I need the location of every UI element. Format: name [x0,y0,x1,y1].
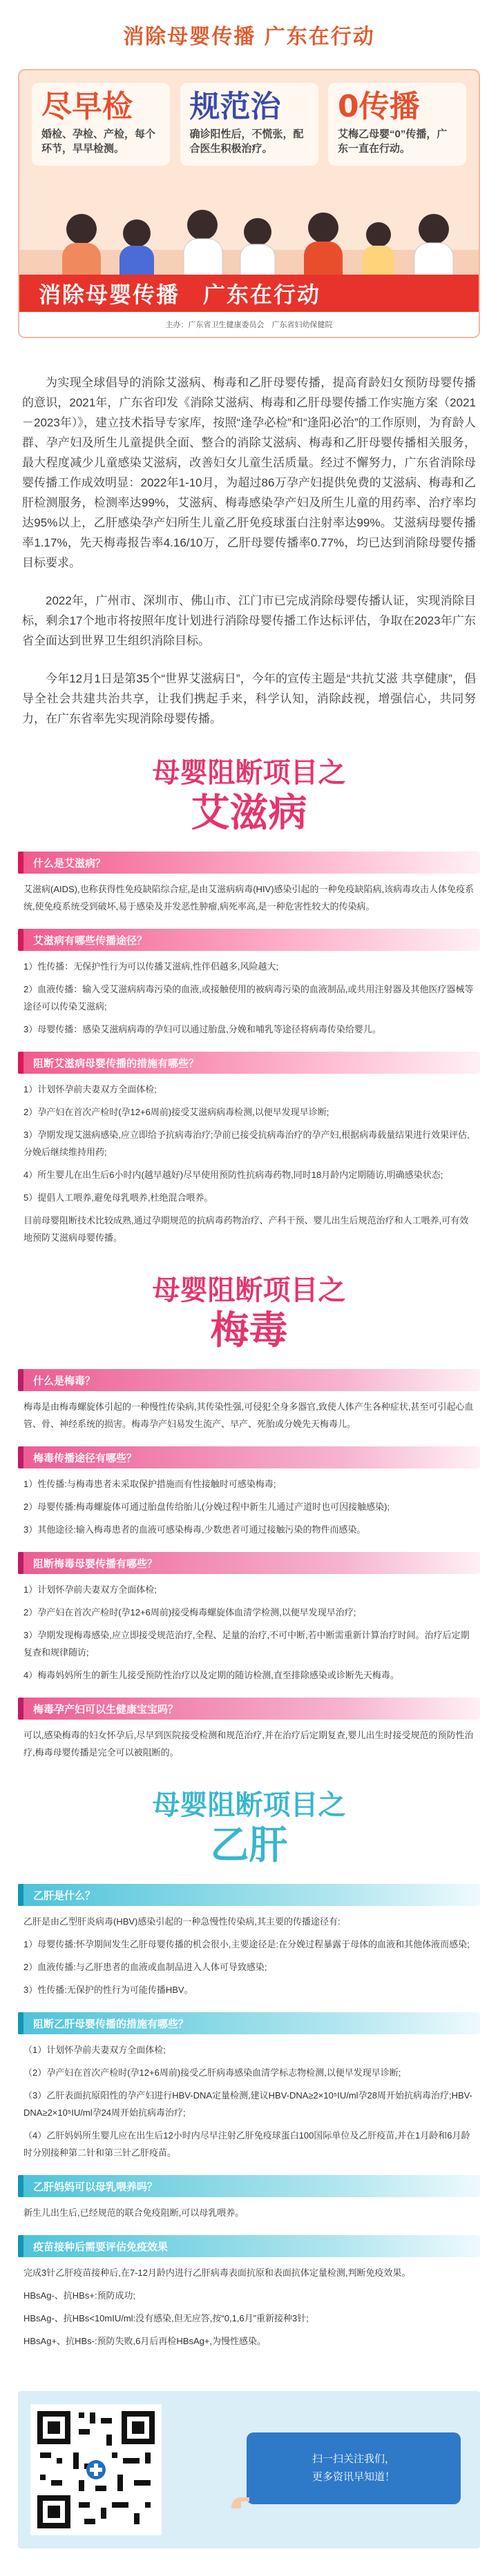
answer-line: （2）孕产妇在首次产检时(孕12+6周前)接受乙肝病毒感染血清学标志物检测,以便早发现早诊断; [23,2067,401,2078]
qa-list [18,852,480,1246]
question-bar [18,1552,480,1574]
answer [18,2034,480,2161]
answer [18,1720,480,1761]
answer-line: HBsAg+、抗HBs-:预防失败,6月后再检HBsAg+,为慢性感染。 [23,2336,267,2346]
question-text: 阻断艾滋病母婴传播的措施有哪些？ [33,1057,200,1070]
answer-line: 1）性传播:与梅毒患者未采取保护措施而有性接触时可感染梅毒; [23,1479,276,1489]
section-hepatitis-b [0,1789,498,2350]
answer-line: （3）乙肝表面抗原阳性的孕产妇进行HBV-DNA定量检测,建议HBV-DNA≥2×10⁵IU/ml孕28周开始抗病毒治疗;HBV-DNA≥2×10⁵IU/ml孕24周开始抗病毒治疗; [23,2090,472,2118]
answer-line: 1）性传播：无保护性行为可以传播艾滋病,性伴侣越多,风险越大; [23,961,279,972]
answer [18,1574,480,1684]
question-text: 疫苗接种后需要评估免疫效果 [33,2241,169,2253]
question-bar [18,1052,480,1074]
pillar-sub: 艾梅乙母婴“0”传播，广东一直在行动。 [338,128,448,155]
qr-code[interactable] [30,2404,162,2535]
answer-line: 3）其他途径:输入梅毒患者的血液可感染梅毒,少数患者可通过接触污染的物件而感染。 [23,1524,366,1535]
answer-line: 4）所生婴儿在出生后6小时内(越早越好)尽早使用预防性抗病毒药物,同时18月龄内定期随访,明确感染状态; [23,1170,443,1180]
intro-paragraph: 为实现全球倡导的消除艾滋病、梅毒和乙肝母婴传播，提高育龄妇女预防母婴传播的意识，2021年，广东省印发《消除艾滋病、梅毒和乙肝母婴传播工作实施方案（2021－2023年）》，建立技术指导专家库，按照“逢孕必检”和“逢阳必治”的工作原则，为育龄人群、孕产妇及所生儿童提供全面、整合的消除艾滋病、梅毒和乙肝母婴传播相关服务，最大程度减少儿童感染艾滋病，改善妇女儿童生活质量。经过不懈努力，广东省消除母婴传播工作成效明显：2022年1-10月，为超过86万孕产妇提供免费的艾滋病、梅毒和乙肝检测服务，检测率达99%，艾滋病、梅毒感染孕产妇及所生儿童的用药率、治疗率均达95%以上，乙肝感染孕产妇所生儿童乙肝免疫球蛋白注射率达99%。艾滋病母婴传播率1.17%，先天梅毒报告率4.16/10万，乙肝母婴传播率0.77%，均已达到消除母婴传播目标要求。 [22,376,476,569]
intro-paragraph: 今年12月1日是第35个“世界艾滋病日”，今年的宣传主题是“共抗艾滋 共享健康”，倡导全社会共建共治共享，让我们携起手来，科学认知，消除歧视，增强信心，共同努力，在广东省率先实现消除母婴传播。 [22,672,476,725]
banner-pillars [19,70,479,166]
answer-line: （4）乙肝妈妈所生婴儿应在出生后12小时内尽早注射乙肝免疫球蛋白100国际单位及乙肝疫苗,并在1月龄和6月龄时分别接种第二针和第三针乙肝疫苗。 [23,2130,470,2158]
pillar-head: 规范治 [189,89,281,124]
follow-line1: 扫一扫关注我们， [312,2453,395,2465]
question-text: 乙肝妈妈可以母乳喂养吗？ [33,2181,158,2193]
answer-line: （1）计划怀孕前夫妻双方全面体检; [23,2045,166,2055]
answer-line: 3）母婴传播：感染艾滋病病毒的孕妇可以通过胎盘,分娩和哺乳等途径将病毒传染给婴儿。 [23,1024,381,1034]
answer-line: 2）血液传播:与乙肝患者的血液或血制品进入人体可导致感染; [23,1962,267,1972]
question-bar [18,2012,480,2034]
question-bar [18,1698,480,1720]
question-bar [18,852,480,874]
qa-list [18,1884,480,2350]
answer-line: 3）性传播:无保护的性行为可能传播HBV。 [23,1985,193,1995]
campaign-banner [18,69,480,338]
sponsor-text: 主办：广东省卫生健康委员会 广东省妇幼保健院 [165,321,333,329]
pillar-head: 0传播 [338,89,420,124]
question-text: 什么是梅毒？ [33,1375,96,1387]
pillar-sub: 婚检、孕检、产检，每个环节，早早检测。 [41,128,156,155]
pillar-sub: 确诊阳性后，不慌张，配合医生积极治疗。 [189,128,304,155]
section-title [0,1274,498,1355]
question-text: 艾滋病有哪些传播途径？ [33,934,148,947]
section-title [0,756,498,838]
answer [18,1906,480,1998]
pillar-head: 尽早检 [41,89,133,124]
banner-sponsor [19,312,479,337]
answer-line: 2）孕产妇在首次产检时(孕12+6周前)接受艾滋病病毒检测,以便早发现早诊断; [23,1107,329,1117]
answer-line: HBsAg-、抗HBs<10mIU/ml:没有感染,但无应答,按“0,1,6月”重新接种3针; [23,2313,309,2323]
answer [18,1391,480,1433]
answer [18,1074,480,1246]
section-aids [0,756,498,1246]
intro-paragraph: 2022年，广州市、深圳市、佛山市、江门市已完成消除母婴传播认证，实现消除目标，剩余17个地市将按照年度计划进行消除母婴传播工作达标评估，争取在2023年广东省全面达到世界卫生组织消除目标。 [22,594,476,647]
question-text: 什么是艾滋病？ [33,857,106,869]
answer-line: 梅毒是由梅毒螺旋体引起的一种慢性传染病,其传染性强,可侵犯全身多器官,致使人体产生各种症状,甚至可引起心血管、骨、神经系统的损害。梅毒孕产妇易发生流产、早产、死胎或分娩先天梅毒儿。 [23,1402,474,1429]
answer-line: 2）母婴传播:梅毒螺旋体可通过胎盘传给胎儿(分娩过程中新生儿通过产道时也可因接触感染); [23,1502,390,1512]
answer-line: 新生儿出生后,已经规范的联合免疫阻断,可以母乳喂养。 [23,2208,245,2218]
section-title-line1: 母婴阻断项目之 [152,1789,346,1821]
section-title-line1: 母婴阻断项目之 [152,1275,346,1306]
answer [18,951,480,1038]
answer-line: 2）血液传播：输入受艾滋病病毒污染的血液,或接触使用的被病毒污染的血液制品,或共用注射器及其他医疗器械等途径可以传染艾滋病; [23,984,474,1012]
pillar-standard-treatment [180,83,318,166]
follow-qr-section [18,2391,480,2548]
follow-card [247,2432,461,2504]
answer-line: 可以,感染梅毒的妇女怀孕后,尽早到医院接受检测和规范治疗,并在治疗后定期复查,婴儿出生时接受规范的预防性治疗,梅毒母婴传播是完全可以被阻断的。 [23,1730,474,1758]
question-text: 阻断乙肝母婴传播的措施有哪些？ [33,2018,189,2030]
question-text: 梅毒传播途径有哪些？ [33,1452,137,1464]
section-title-line2: 乙肝 [210,1823,288,1868]
section-syphilis [0,1274,498,1761]
question-bar [18,1446,480,1468]
answer-line: 3）孕期发现艾滋病感染,应立即给予抗病毒治疗;孕前已接受抗病毒治疗的孕产妇,根据病毒载量结果进行效果评估,分娩后继续维持用药; [23,1130,470,1157]
answer [18,2257,480,2350]
answer-line: 艾滋病(AIDS),也称获得性免疫缺陷综合症,是由艾滋病病毒(HIV)感染引起的一种免疫缺陷病,该病毒攻击人体免疫系统,使免疫系统受到破坏,易于感染及并发恶性肿瘤,病死率高,是一种危害性较大的传染病。 [23,884,475,912]
question-text: 乙肝是什么？ [33,1889,96,1902]
question-bar [18,2235,480,2257]
section-title-line1: 母婴阻断项目之 [152,757,346,789]
answer-tail: 目前母婴阻断技术比较成熟,通过孕期规范的抗病毒药物治疗、产科干预、婴儿出生后规范治疗和人工喂养,可有效地预防艾滋病母婴传播。 [23,1215,469,1243]
answer-line: 1）母婴传播:怀孕期间发生乙肝母婴传播的机会很小,主要途径是:在分娩过程暴露于母体的血液和其他体液而感染; [23,1939,470,1949]
qa-list [18,1369,480,1761]
answer-line: 4）梅毒妈妈所生的新生儿接受预防性治疗以及定期的随访检测,直至排除感染或诊断先天梅毒。 [23,1670,399,1680]
answer-line: 3）孕期发现梅毒感染,应立即接受规范治疗,全程、足量的治疗,不可中断,若中断需重新计算治疗时间。治疗后定期复查和规律随访; [23,1630,470,1658]
pillar-zero-transmission [328,83,466,166]
page-title: 消除母婴传播 广东在行动 [123,25,375,49]
banner-ribbon [19,275,479,312]
section-title [0,1789,498,1870]
answer-line: 2）孕产妇在首次产检时(孕12+6周前)接受梅毒螺旋体血清学检测,以便早发现早治疗; [23,1607,356,1618]
follow-line2: 更多资讯早知道！ [312,2471,395,2483]
question-bar [18,929,480,951]
answer [18,874,480,915]
section-title-line2: 梅毒 [210,1308,288,1353]
question-bar [18,1369,480,1391]
answer-line: 5）提倡人工喂养,避免母乳喂养,杜绝混合喂养。 [23,1192,213,1203]
question-text: 梅毒孕产妇可以生健康宝宝吗？ [33,1703,179,1715]
answer-line: 1）计划怀孕前夫妻双方全面体检; [23,1084,157,1094]
ribbon-text: 消除母婴传播 广东在行动 [39,282,321,308]
answer-line: HBsAg-、抗HBs+:预防成功; [23,2290,136,2301]
pillar-early-check [32,83,170,166]
pointing-hand-icon [226,2488,253,2515]
question-bar [18,2175,480,2197]
answer-line: 1）计划怀孕前夫妻双方全面体检; [23,1584,157,1595]
qr-code-icon [30,2404,162,2535]
header [0,0,498,69]
answer-line: 完成3针乙肝疫苗接种后,在7-12月龄内进行乙肝病毒表面抗原和表面抗体定量检测,判断免疫效果。 [23,2268,411,2278]
question-bar [18,1884,480,1906]
answer-line: 乙肝是由乙型肝炎病毒(HBV)感染引起的一种急慢性传染病,其主要的传播途径有: [23,1916,341,1927]
intro-text [22,373,476,729]
question-text: 阻断梅毒母婴传播有哪些？ [33,1557,158,1570]
answer [18,1468,480,1538]
section-title-line2: 艾滋病 [191,791,307,836]
answer [18,2197,480,2221]
